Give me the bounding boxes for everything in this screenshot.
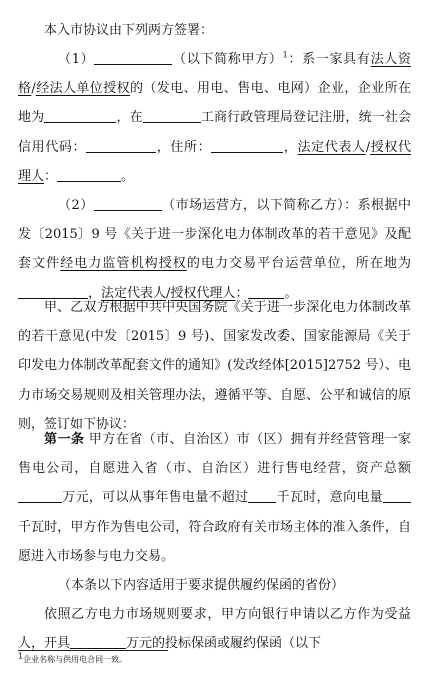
party-a-text: ： [44,168,58,184]
underlined-term: 授权代理人 [170,285,236,301]
footnote-divider [18,650,168,651]
slash: / [365,139,371,155]
party-a-number: （1） [58,52,95,67]
party-b-number: （2） [58,198,94,213]
footnote [18,651,128,666]
party-b-text: （市场运营方，以下简称乙方）：系根据中发〔2015〕9 号《关于进一步深化电力体制改革的若干意见》及配套文件 [18,198,411,272]
party-a-text: ，住所： [156,139,212,155]
intro-paragraph [18,16,411,45]
underlined-term: 法人资格 [18,52,411,97]
credit-code-blank [86,139,156,153]
party-b-text: 的电力交易平台运营单位，所在地为 [186,256,411,272]
slash: / [166,285,171,301]
annual-sales-blank [248,489,276,503]
note-paragraph [18,571,411,600]
underlined-term: 授权代理人 [18,139,411,184]
article-1-text: 千瓦时，意向电量 [276,490,383,506]
guarantee-text: 依照乙方电力市场规则要求，甲方向银行申请以乙方作为受益人，开具 [18,607,411,652]
party-a-name-blank [94,51,172,65]
footnote-marker: 1 [18,651,24,661]
intended-volume-blank [383,489,411,503]
basis-paragraph [18,293,411,439]
location-blank [44,109,116,123]
bureau-blank [143,109,201,123]
footnote-ref: 1 [282,50,288,60]
party-a-text: ：系一家具有 [287,52,371,67]
basis-text: 甲、乙双方根据中共中央国务院《关于进一步深化电力体制改革的若干意见(中发〔2015〕9 号)、国家发改委、国家能源局《关于印发电力体制改革配套文件的通知》(发改经体[2015]2752 号）、电力市场交易规则及相关管理办法，遵循平等、自愿、公平和诚信的原则，签订如下协议： [18,300,411,432]
guarantee-amount-blank [70,635,126,649]
slash: / [31,81,36,97]
party-b-text: ： [235,285,249,301]
article-1-title: 第一条 [44,432,85,447]
party-a-paragraph [18,45,411,191]
address-blank [211,139,283,153]
intro-text: 本入市协议由下列两方签署： [44,23,214,38]
representative-blank [57,168,121,182]
article-1-text: 甲方在省（市、自治区）市（区）拥有并经营管理一家售电公司，自愿进入省（市、自治区）进行售电经营，资产总额 [18,432,411,477]
article-1-text: 万元，可以从事年售电量不超过 [62,490,249,506]
party-a-text: ，在 [116,110,143,126]
underlined-term: 经法人单位授权 [35,81,130,97]
party-b-name-blank [94,197,162,211]
article-1-text: 千瓦时，甲方作为售电公司，符合政府有关市场主体的准入条件，自愿进入市场参与电力交易。 [18,519,411,564]
party-b-text: ， [88,285,102,301]
underlined-term: 法定代表人 [101,285,167,301]
party-a-text: （以下简称甲方） [172,52,283,67]
underlined-term: 经电力监管机构授权 [60,256,187,272]
guarantee-text: 万元的投标保函或履约保函（以下 [126,636,322,652]
article-1-paragraph [18,425,411,571]
underlined-term: 法定代表人 [297,139,366,155]
party-a-text: 。 [121,168,135,184]
party-a-text: 工商行政管理局登记注册，统一社会信用代码： [18,110,411,155]
party-a-text: ， [283,139,298,155]
footnote-text: 企业名称与供用电合同一致。 [23,655,128,664]
assets-blank [18,489,62,503]
note-text: （本条以下内容适用于要求提供履约保函的省份） [58,578,345,593]
party-b-paragraph [18,191,411,308]
party-b-text: 。 [284,285,298,301]
party-a-text: 的（发电、用电、售电、电网）企业，企业所在地为 [18,81,411,126]
